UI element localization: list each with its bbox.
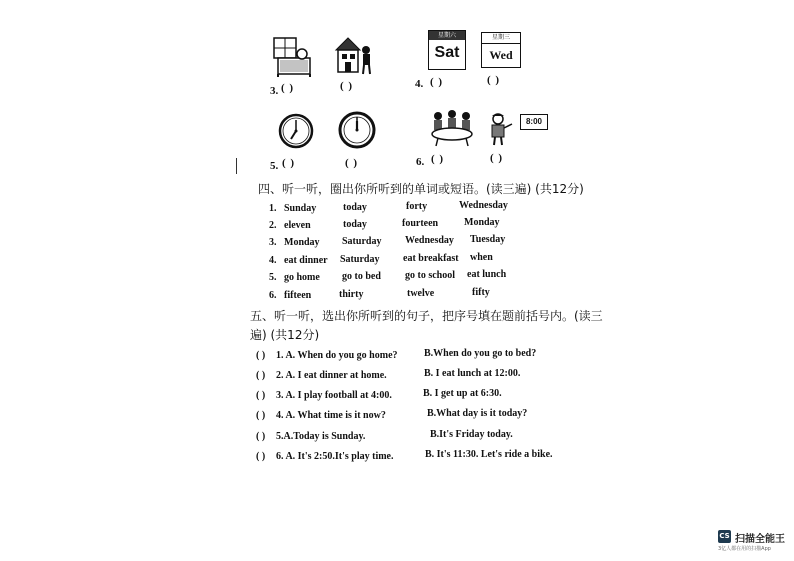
- item-6-answer-1[interactable]: ( ): [431, 153, 445, 165]
- item-6-answer-2[interactable]: ( ): [490, 152, 504, 164]
- option-b: B. I eat lunch at 12:00.: [424, 368, 521, 379]
- word-option[interactable]: Monday: [284, 237, 320, 248]
- word-option[interactable]: fifty: [472, 287, 490, 298]
- word-option[interactable]: go to bed: [342, 271, 381, 282]
- answer-bracket[interactable]: ( ): [256, 451, 266, 462]
- section-5-heading-line-1: 五、听一听，选出你所听到的句子，把序号填在题前括号内。(读三: [250, 309, 603, 323]
- word-option[interactable]: eat lunch: [467, 269, 507, 280]
- option-a: 6. A. It's 2:50.It's play time.: [276, 451, 394, 462]
- word-option[interactable]: go home: [284, 272, 320, 283]
- item-5-answer-1[interactable]: ( ): [282, 157, 296, 169]
- word-option[interactable]: Saturday: [342, 236, 382, 247]
- saturday-calendar-picture: [428, 30, 466, 70]
- option-b: B.It's Friday today.: [430, 429, 513, 440]
- calendar-day-label: Sat: [434, 44, 460, 61]
- word-option[interactable]: Monday: [464, 217, 500, 228]
- word-option[interactable]: Sunday: [284, 203, 317, 214]
- option-b: B. It's 11:30. Let's ride a bike.: [425, 449, 553, 460]
- word-option[interactable]: Wednesday: [459, 200, 508, 211]
- answer-bracket[interactable]: ( ): [256, 431, 266, 442]
- item-4-answer-2[interactable]: ( ): [487, 74, 501, 86]
- row-number: 4.: [269, 255, 277, 266]
- row-number: 1.: [269, 203, 277, 214]
- word-option[interactable]: go to school: [405, 270, 455, 281]
- camscanner-title: 扫描全能王: [735, 534, 785, 545]
- word-option[interactable]: Wednesday: [405, 235, 454, 246]
- child-in-bed-picture: [272, 36, 316, 78]
- item-6-number: 6.: [416, 156, 425, 168]
- item-4-answer-1[interactable]: ( ): [430, 76, 444, 88]
- camscanner-subtitle: 3亿人都在用的扫描App: [718, 546, 771, 552]
- calendar-chinese-label: 星期三: [482, 33, 520, 44]
- option-b: B.What day is it today?: [427, 408, 528, 419]
- section-5-heading-line-2: 遍) (共12分): [250, 328, 320, 342]
- row-number: 6.: [269, 290, 277, 301]
- family-dinner-picture: [428, 108, 476, 148]
- word-option[interactable]: fifteen: [284, 290, 312, 301]
- child-at-house-picture: [332, 34, 374, 76]
- word-option[interactable]: Tuesday: [470, 234, 506, 245]
- digital-clock-time: 8:00: [525, 117, 542, 126]
- page-edge-mark: [236, 158, 237, 174]
- answer-bracket[interactable]: ( ): [256, 350, 266, 361]
- word-option[interactable]: today: [343, 219, 367, 230]
- wednesday-calendar-picture: [481, 32, 521, 68]
- word-option[interactable]: twelve: [407, 288, 435, 299]
- option-b: B. I get up at 6:30.: [423, 388, 502, 399]
- seven-oclock-clock-picture: [278, 113, 314, 149]
- item-3-number: 3.: [270, 85, 279, 97]
- word-option[interactable]: eleven: [284, 220, 311, 231]
- item-4-number: 4.: [415, 78, 424, 90]
- word-option[interactable]: fourteen: [402, 218, 439, 229]
- row-number: 3.: [269, 237, 277, 248]
- item-3-answer-2[interactable]: ( ): [340, 80, 354, 92]
- row-number: 2.: [269, 220, 277, 231]
- option-a: 4. A. What time is it now?: [276, 410, 386, 421]
- option-a: 5.A.Today is Sunday.: [276, 431, 366, 442]
- word-option[interactable]: thirty: [339, 289, 364, 300]
- calendar-chinese-label: 星期六: [429, 31, 465, 40]
- word-option[interactable]: Saturday: [340, 254, 380, 265]
- child-with-clock-picture: [486, 112, 514, 146]
- word-option[interactable]: today: [343, 202, 367, 213]
- word-option[interactable]: eat breakfast: [403, 253, 459, 264]
- option-a: 3. A. I play football at 4:00.: [276, 390, 392, 401]
- twelve-oclock-clock-picture: [338, 111, 376, 149]
- item-5-number: 5.: [270, 160, 279, 172]
- item-5-answer-2[interactable]: ( ): [345, 157, 359, 169]
- option-a: 2. A. I eat dinner at home.: [276, 370, 387, 381]
- word-option[interactable]: when: [470, 252, 493, 263]
- option-b: B.When do you go to bed?: [424, 348, 537, 359]
- calendar-day-label: Wed: [489, 48, 513, 62]
- row-number: 5.: [269, 272, 277, 283]
- answer-bracket[interactable]: ( ): [256, 410, 266, 421]
- word-option[interactable]: eat dinner: [284, 255, 328, 266]
- answer-bracket[interactable]: ( ): [256, 370, 266, 381]
- section-4-heading: 四、听一听，圈出你所听到的单词或短语。(读三遍) (共12分): [258, 182, 584, 196]
- item-3-answer-1[interactable]: ( ): [281, 82, 295, 94]
- answer-bracket[interactable]: ( ): [256, 390, 266, 401]
- digital-clock-sign: [520, 114, 548, 130]
- word-option[interactable]: forty: [406, 201, 428, 212]
- camscanner-logo: CS: [718, 530, 731, 543]
- option-a: 1. A. When do you go home?: [276, 350, 398, 361]
